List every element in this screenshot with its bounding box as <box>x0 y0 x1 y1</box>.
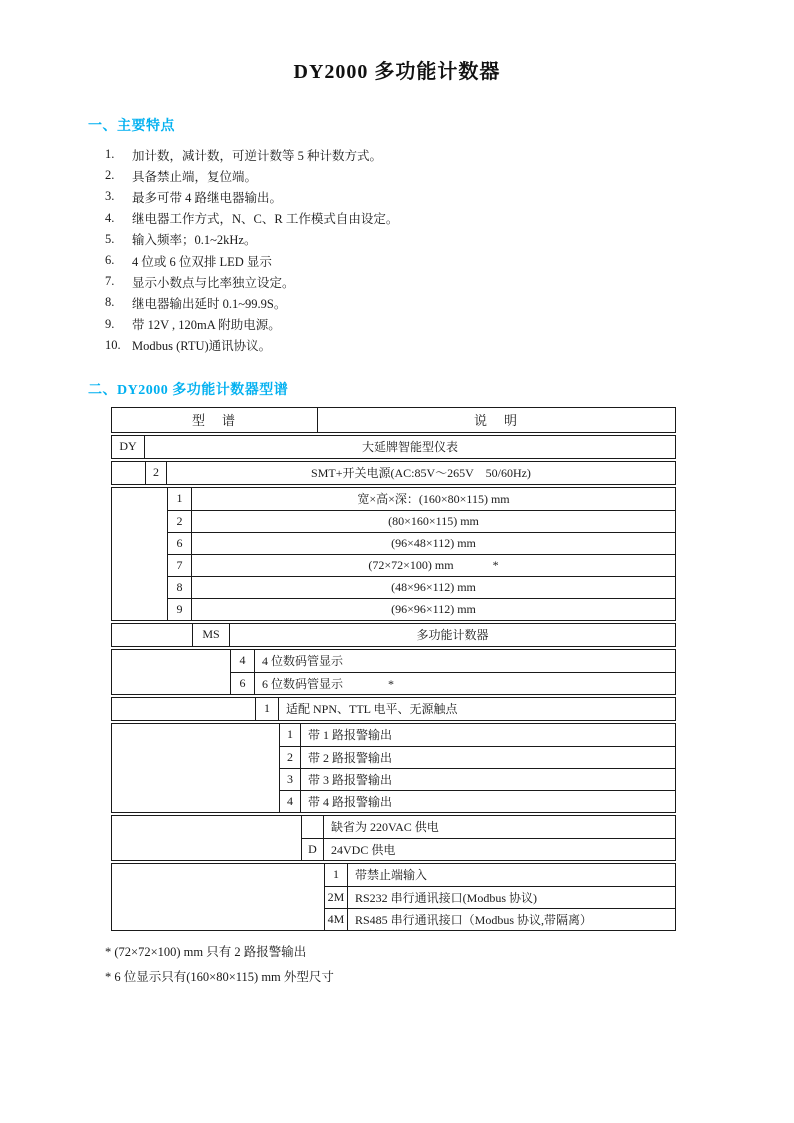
desc-cell: 4 位数码管显示 <box>262 654 344 669</box>
desc-cell: (96×48×112) mm <box>192 532 675 554</box>
feature-text: 带 12V , 120mA 附助电源。 <box>132 318 281 333</box>
table-row <box>112 624 675 646</box>
code-cell: 9 <box>167 598 192 620</box>
indent-spacer <box>112 698 255 720</box>
feature-item <box>0 271 794 292</box>
desc-cell: RS232 串行通讯接口(Modbus 协议) <box>348 886 675 908</box>
table-header-group <box>111 407 676 433</box>
feature-number: 10. <box>105 337 121 352</box>
feature-number: 3. <box>105 189 115 204</box>
indent-spacer <box>112 624 192 646</box>
feature-number: 6. <box>105 253 115 268</box>
desc-cell: 带 2 路报警输出 <box>301 746 675 768</box>
indent-spacer <box>112 532 167 554</box>
feature-item <box>0 186 794 207</box>
feature-item <box>0 292 794 313</box>
model-spectrum-table <box>111 407 676 931</box>
desc-cell: 带 4 路报警输出 <box>301 790 675 812</box>
desc-cell: (96×96×112) mm <box>192 598 675 620</box>
code-cell: 2 <box>279 746 301 768</box>
feature-list <box>0 144 794 356</box>
code-cell: 3 <box>279 768 301 790</box>
table-group-comms <box>111 863 676 931</box>
table-row <box>112 598 675 620</box>
desc-cell: 适配 NPN、TTL 电平、无源触点 <box>286 702 458 717</box>
desc-cell: 6 位数码管显示 * <box>255 672 675 694</box>
feature-item <box>0 208 794 229</box>
desc-cell: SMT+开关电源(AC:85V～265V 50/60Hz) <box>311 466 531 481</box>
desc-cell: 缺省为 220VAC 供电 <box>331 820 439 835</box>
table-group-display <box>111 649 676 695</box>
feature-number: 7. <box>105 274 115 289</box>
code-cell: 4 <box>230 650 255 672</box>
code-cell <box>301 816 324 838</box>
feature-number: 4. <box>105 210 115 225</box>
desc-cell: (72×72×100) mm * <box>192 554 675 576</box>
table-row <box>112 838 675 860</box>
indent-spacer <box>112 650 230 672</box>
desc-cell: (80×160×115) mm <box>192 510 675 532</box>
indent-spacer <box>112 672 230 694</box>
table-row <box>112 724 675 746</box>
indent-spacer <box>112 864 324 886</box>
desc-cell: RS485 串行通讯接口（Modbus 协议,带隔离） <box>348 908 675 930</box>
indent-spacer <box>112 510 167 532</box>
table-row <box>112 436 675 458</box>
feature-item <box>0 229 794 250</box>
table-row <box>112 768 675 790</box>
code-cell: 1 <box>255 698 279 720</box>
indent-spacer <box>112 576 167 598</box>
feature-number: 9. <box>105 316 115 331</box>
feature-number: 2. <box>105 168 115 183</box>
table-row <box>112 886 675 908</box>
table-group-input <box>111 697 676 721</box>
features-heading: 一、主要特点 <box>88 119 175 134</box>
code-cell: 2 <box>145 462 167 484</box>
code-cell: 8 <box>167 576 192 598</box>
code-cell: 6 <box>230 672 255 694</box>
table-row <box>112 864 675 886</box>
desc-cell: 24VDC 供电 <box>324 838 675 860</box>
code-cell: MS <box>192 624 230 646</box>
indent-spacer <box>112 886 324 908</box>
table-row <box>112 816 675 838</box>
desc-cell: 带禁止端输入 <box>355 868 428 883</box>
indent-spacer <box>112 790 279 812</box>
feature-number: 8. <box>105 295 115 310</box>
indent-spacer <box>112 724 279 746</box>
table-group-power <box>111 815 676 861</box>
table-row <box>112 576 675 598</box>
feature-text: 最多可带 4 路继电器输出。 <box>132 190 283 205</box>
feature-text: 4 位或 6 位双排 LED 显示 <box>132 254 272 269</box>
indent-spacer <box>112 908 324 930</box>
indent-spacer <box>112 746 279 768</box>
desc-cell: 多功能计数器 <box>416 628 489 643</box>
table-row <box>112 488 675 510</box>
table-row <box>112 532 675 554</box>
feature-item <box>0 165 794 186</box>
code-cell: 6 <box>167 532 192 554</box>
code-cell: 1 <box>324 864 348 886</box>
indent-spacer <box>112 462 145 484</box>
table-group-supply <box>111 461 676 485</box>
feature-item <box>0 335 794 356</box>
feature-number: 1. <box>105 147 115 162</box>
header-cell-model: 型 谱 <box>112 408 318 432</box>
feature-number: 5. <box>105 231 115 246</box>
feature-item <box>0 144 794 165</box>
page-title: DY2000 多功能计数器 <box>293 61 501 83</box>
indent-spacer <box>112 554 167 576</box>
feature-item <box>0 314 794 335</box>
desc-cell: 宽×高×深：(160×80×115) mm <box>357 492 510 507</box>
header-cell-desc: 说 明 <box>473 413 519 429</box>
table-row <box>112 554 675 576</box>
indent-spacer <box>112 816 301 838</box>
table-header-row <box>112 408 675 432</box>
table-row <box>112 908 675 930</box>
table-row <box>112 790 675 812</box>
desc-cell: (48×96×112) mm <box>192 576 675 598</box>
indent-spacer <box>112 488 167 510</box>
table-row <box>112 462 675 484</box>
code-cell: 1 <box>167 488 192 510</box>
desc-cell: 带 1 路报警输出 <box>308 728 393 743</box>
table-group-function <box>111 623 676 647</box>
table-group-alarm <box>111 723 676 813</box>
code-cell: 4M <box>324 908 348 930</box>
indent-spacer <box>112 768 279 790</box>
code-cell: 4 <box>279 790 301 812</box>
feature-item <box>0 250 794 271</box>
footnote: * (72×72×100) mm 只有 2 路报警输出 <box>105 944 307 959</box>
desc-cell: 大延牌智能型仪表 <box>361 440 458 455</box>
footnote: * 6 位显示只有(160×80×115) mm 外型尺寸 <box>105 970 334 985</box>
table-row <box>112 698 675 720</box>
footnotes <box>105 938 794 989</box>
code-cell: 2 <box>167 510 192 532</box>
feature-text: 加计数，减计数，可逆计数等 5 种计数方式。 <box>132 148 383 163</box>
indent-spacer <box>112 598 167 620</box>
table-group-brand <box>111 435 676 459</box>
feature-text: Modbus (RTU)通讯协议。 <box>132 339 272 354</box>
feature-text: 继电器工作方式，N、C、R 工作模式自由设定。 <box>132 212 399 227</box>
table-row <box>112 510 675 532</box>
code-cell: 1 <box>279 724 301 746</box>
desc-cell: 带 3 路报警输出 <box>301 768 675 790</box>
table-row <box>112 650 675 672</box>
code-cell: D <box>301 838 324 860</box>
table-row <box>112 746 675 768</box>
table-row <box>112 672 675 694</box>
code-cell: 7 <box>167 554 192 576</box>
feature-text: 具备禁止端，复位端。 <box>132 169 258 184</box>
feature-text: 显示小数点与比率独立设定。 <box>132 275 295 290</box>
table-group-dimensions <box>111 487 676 621</box>
code-cell: 2M <box>324 886 348 908</box>
indent-spacer <box>112 838 301 860</box>
feature-text: 输入频率；0.1~2kHz。 <box>132 233 257 248</box>
code-cell: DY <box>112 436 145 458</box>
feature-text: 继电器输出延时 0.1~99.9S。 <box>132 296 287 311</box>
spectrum-heading: 二、DY2000 多功能计数器型谱 <box>88 382 289 398</box>
